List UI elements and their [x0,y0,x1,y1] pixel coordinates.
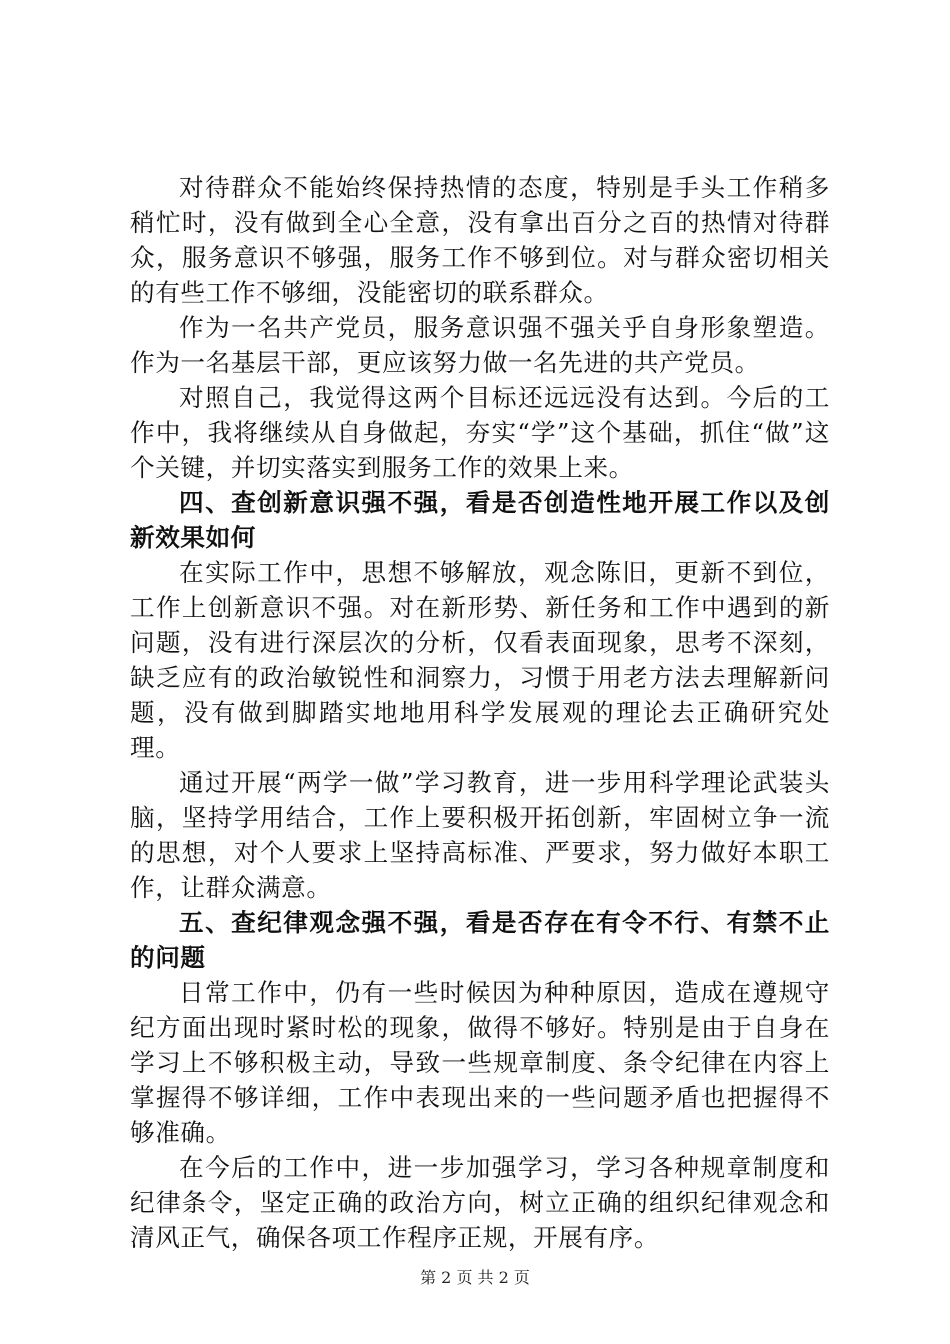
document-body [130,170,830,1255]
body-paragraph: 对照自己，我觉得这两个目标还远远没有达到。今后的工作中，我将继续从自身做起，夯实“学”这个基础，抓住“做”这个关键，并切实落实到服务工作的效果上来。 [130,383,830,482]
body-paragraph: 日常工作中，仍有一些时候因为种种原因，造成在遵规守纪方面出现时紧时松的现象，做得不够好。特别是由于自身在学习上不够积极主动，导致一些规章制度、条令纪律在内容上掌握得不够详细，工作中表现出来的一些问题矛盾也把握得不够准确。 [130,978,830,1147]
body-paragraph: 在实际工作中，思想不够解放，观念陈旧，更新不到位，工作上创新意识不强。对在新形势、新任务和工作中遇到的新问题，没有进行深层次的分析，仅看表面现象，思考不深刻，缺乏应有的政治敏锐性和洞察力，习惯于用老方法去理解新问题，没有做到脚踏实地地用科学发展观的理论去正确研究处理。 [130,558,830,762]
body-paragraph: 在今后的工作中，进一步加强学习，学习各种规章制度和纪律条令，坚定正确的政治方向，树立正确的组织纪律观念和清风正气，确保各项工作程序正规，开展有序。 [130,1153,830,1252]
section-heading: 五、查纪律观念强不强，看是否存在有令不行、有禁不止的问题 [130,908,830,972]
body-paragraph: 作为一名共产党员，服务意识强不强关乎自身形象塑造。作为一名基层干部，更应该努力做一名先进的共产党员。 [130,313,830,377]
body-paragraph: 对待群众不能始终保持热情的态度，特别是手头工作稍多稍忙时，没有做到全心全意，没有拿出百分之百的热情对待群众，服务意识不够强，服务工作不够到位。对与群众密切相关的有些工作不够细，没能密切的联系群众。 [130,173,830,307]
body-paragraph: 通过开展“两学一做”学习教育，进一步用科学理论武装头脑，坚持学用结合，工作上要积极开拓创新，牢固树立争一流的思想，对个人要求上坚持高标准、严要求，努力做好本职工作，让群众满意。 [130,768,830,902]
page-number-footer: 第 2 页 共 2 页 [420,1268,530,1287]
section-heading: 四、查创新意识强不强，看是否创造性地开展工作以及创新效果如何 [130,488,830,552]
